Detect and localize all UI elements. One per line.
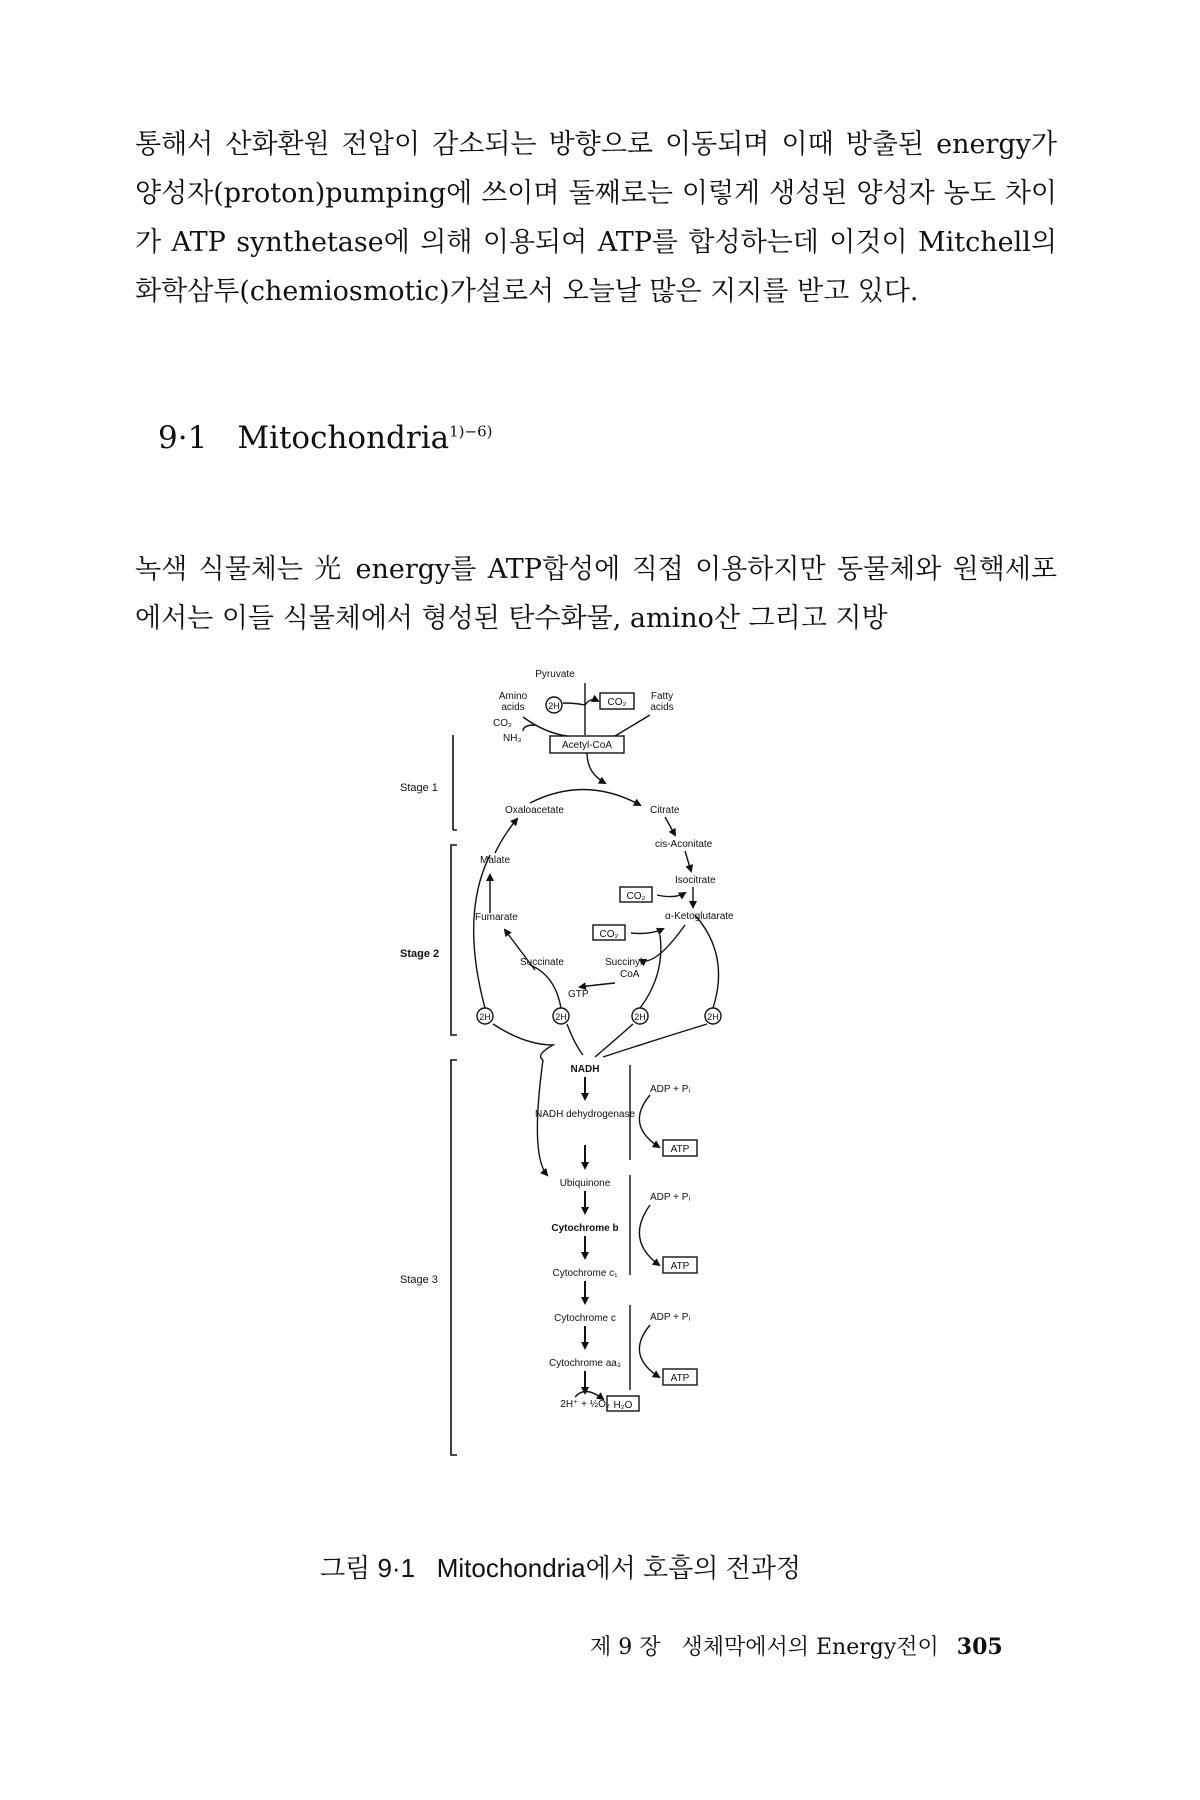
succinate-label: Succinate: [520, 957, 564, 968]
respiration-diagram: [390, 660, 810, 1560]
citrate-arrow: [665, 817, 675, 835]
reducing-equivalent-lines: [474, 855, 719, 1175]
two-h-label: 2H: [555, 1012, 567, 1022]
ketoglutarate-2h-line: [640, 935, 661, 1008]
stage1-arrows: [523, 683, 650, 783]
stage-brackets: [451, 735, 457, 1455]
collector-line: [595, 1024, 633, 1057]
phosphorylation-arrow: [639, 1095, 659, 1147]
section-heading: [158, 420, 492, 456]
phosphorylation-arrow: [639, 1325, 659, 1377]
fatty-acids-label: Fatty: [650, 691, 674, 702]
two-h-label: 2H: [548, 701, 560, 711]
malate-arrow: [495, 819, 517, 853]
chapter-title: 생체막에서의 Energy전이: [681, 1635, 939, 1660]
isocitrate-label: Isocitrate: [675, 875, 716, 886]
two-h-release-line: [563, 703, 585, 705]
gtp-label: GTP: [568, 989, 589, 1000]
section-number: 9·1: [158, 420, 208, 456]
succinate-2h-line: [530, 965, 561, 1008]
adp-pi-label: ADP + Pᵢ: [650, 1192, 691, 1203]
co2-label: CO₂: [607, 697, 627, 708]
page-number: 305: [956, 1634, 1003, 1660]
atp-label: ATP: [670, 1144, 690, 1155]
fatty-acids-arrow: [615, 715, 650, 736]
adp-pi-label: ADP + Pᵢ: [650, 1084, 691, 1095]
section-paragraph: [135, 545, 1057, 643]
atp-label: ATP: [670, 1373, 690, 1384]
co2-nh3-arrow: [523, 725, 535, 731]
co2-label: CO₂: [626, 891, 646, 902]
acetyl-coa-label: Acetyl-CoA: [561, 740, 613, 751]
chain-label: NADH dehydrogenase: [534, 1109, 636, 1120]
paragraph-text: 통해서 산화환원 전압이 감소되는 방향으로 이동되며 이때 방출된 energy가 양성자(proton)pumping에 쓰이며 둘째로는 이렇게 생성된 양성자 농도 차이가 ATP synthetase에 의해 이용되여 ATP를 합성하는데 이것이 Mitchell의 화학삼투(chemiosmotic)가설로서 오늘날 많은 지지를 받고 있다.: [135, 129, 1057, 307]
water-label: H₂O: [613, 1400, 633, 1411]
amino-acids-arrow: [523, 717, 567, 736]
collector-line: [603, 1024, 707, 1057]
section-reference: 1)−6): [449, 422, 493, 441]
cis-aconitate-arrow: [685, 851, 691, 871]
chain-label: Ubiquinone: [559, 1178, 611, 1189]
stage-label: Stage 2: [400, 948, 440, 960]
paragraph-text: 녹색 식물체는 光 energy를 ATP합성에 직접 이용하지만 동물체와 원핵세포에서는 이들 식물체에서 형성된 탄수화물, amino산 그리고 지방: [135, 554, 1057, 634]
co2-release-arrow: [631, 929, 663, 934]
collector-line: [567, 1024, 583, 1055]
co2-label: CO₂: [599, 929, 619, 940]
chain-label: Cytochrome aa₃: [549, 1358, 621, 1369]
stage3-bracket: [451, 1060, 457, 1455]
malate-2h-line: [474, 855, 490, 1008]
chain-label: Cytochrome c₁: [552, 1268, 618, 1279]
caption-text: Mitochondria에서 호흡의 전과정: [436, 1553, 801, 1583]
citrate-label: Citrate: [650, 805, 680, 816]
body-paragraph: [135, 120, 1057, 316]
ketoglutarate-arrow: [640, 925, 685, 961]
two-h-label: 2H: [634, 1012, 646, 1022]
caption-label: 그림 9·1: [320, 1553, 416, 1583]
co2-release-arrow: [657, 893, 685, 897]
nh3-label: NH₃: [503, 733, 522, 744]
stage-label: Stage 3: [400, 1274, 438, 1286]
final-reactants-label: 2H⁺ + ½O₂: [560, 1399, 610, 1410]
water-arrow: [575, 1391, 603, 1399]
oxaloacetate-to-citrate-arrow: [530, 789, 640, 805]
isocitrate-2h-line: [695, 915, 719, 1008]
pyruvate-label: Pyruvate: [535, 669, 575, 680]
phosphorylation-arrow: [639, 1205, 659, 1265]
chain-label: Cytochrome c: [554, 1313, 616, 1324]
stage-label: Stage 1: [400, 782, 438, 794]
stage1-bracket: [453, 735, 457, 830]
two-h-label: 2H: [479, 1012, 491, 1022]
co2-label: CO₂: [493, 718, 512, 729]
atp-label: ATP: [670, 1261, 690, 1272]
alpha-ketoglutarate-label: α-Ketoglutarate: [665, 911, 734, 922]
page-footer: [590, 1630, 1003, 1661]
adp-pi-label: ADP + Pᵢ: [650, 1312, 691, 1323]
oxaloacetate-label: Oxaloacetate: [505, 805, 564, 816]
two-h-label: 2H: [707, 1012, 719, 1022]
malate-label: Malate: [480, 855, 511, 866]
succinyl-coa-arrow: [580, 983, 615, 987]
succinyl-coa-label: CoA: [620, 969, 640, 980]
chapter-number: 제 9 장: [590, 1635, 661, 1660]
amino-acids-label: Amino: [498, 691, 528, 702]
section-title: Mitochondria: [237, 420, 450, 456]
stage2-bracket: [451, 845, 457, 1035]
fatty-acids-label: acids: [650, 702, 674, 713]
chain-label: Cytochrome b: [551, 1223, 619, 1234]
succinyl-coa-label: Succinyl-: [605, 957, 646, 968]
cis-aconitate-label: cis-Aconitate: [655, 839, 713, 850]
figure-caption: [320, 1548, 801, 1585]
amino-acids-label: acids: [501, 702, 525, 713]
collector-line: [493, 1024, 553, 1060]
chain-label: NADH: [570, 1064, 600, 1075]
acetyl-coa-arrow: [587, 753, 605, 783]
co2-release-arrow: [585, 700, 598, 705]
fumarate-label: Fumarate: [475, 912, 518, 923]
